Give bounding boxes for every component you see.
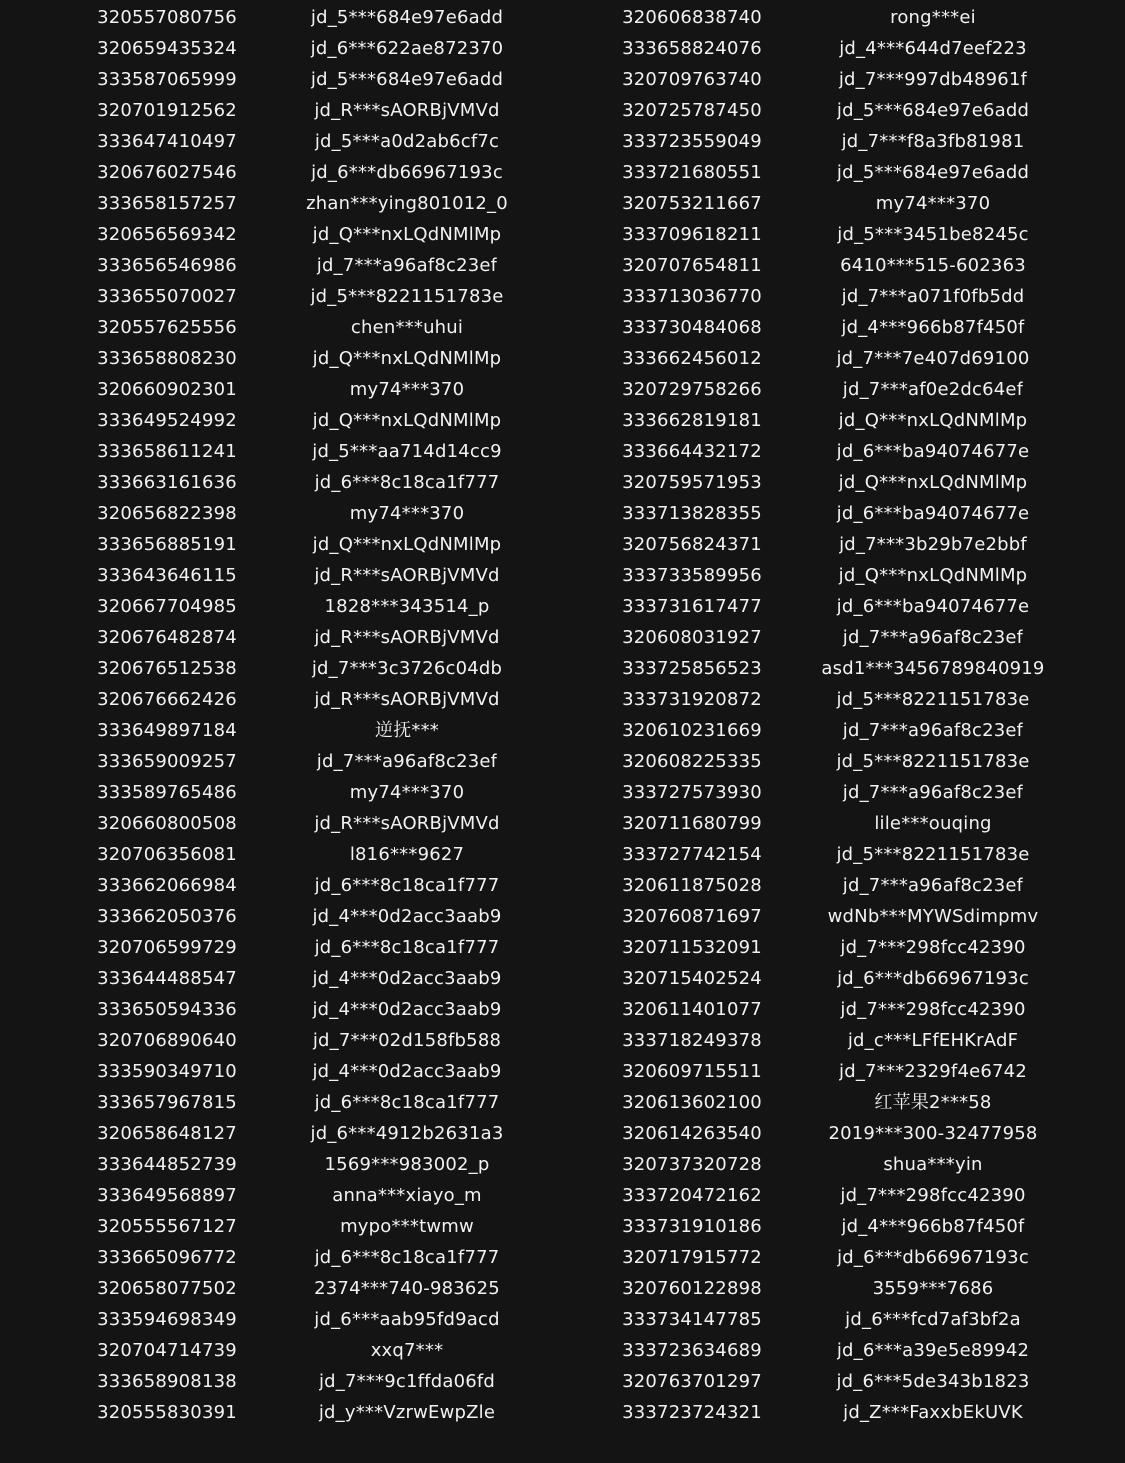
order-id-right-cell: 320729758266	[622, 379, 762, 400]
user-name-right-cell: jd_6***fcd7af3bf2a	[845, 1309, 1021, 1330]
order-id-left-cell: 333643646115	[97, 565, 237, 586]
table-row	[0, 1366, 1125, 1397]
user-name-left-cell: jd_6***4912b2631a3	[310, 1123, 504, 1144]
order-id-right-cell: 333727742154	[622, 844, 762, 865]
user-name-left-cell: jd_Q***nxLQdNMlMp	[312, 410, 502, 431]
user-name-right-cell: jd_7***a96af8c23ef	[842, 720, 1024, 741]
order-id-left-cell: 333656885191	[97, 534, 237, 555]
order-id-left-cell: 333665096772	[97, 1247, 237, 1268]
user-name-left-cell: jd_5***684e97e6add	[310, 69, 504, 90]
user-name-left-cell: jd_4***0d2acc3aab9	[312, 1061, 502, 1082]
table-row	[0, 963, 1125, 994]
user-name-left-cell: jd_R***sAORBjVMVd	[314, 813, 500, 834]
order-id-right-cell: 320715402524	[622, 968, 762, 989]
user-name-left-cell: jd_6***db66967193c	[311, 162, 503, 183]
user-name-left-cell: 1569***983002_p	[324, 1154, 490, 1175]
user-name-left-cell: jd_Q***nxLQdNMlMp	[312, 348, 502, 369]
user-name-left-cell: jd_Q***nxLQdNMlMp	[312, 534, 502, 555]
user-name-right-cell: jd_Z***FaxxbEkUVK	[843, 1402, 1023, 1423]
order-id-left-cell: 333662066984	[97, 875, 237, 896]
user-name-left-cell: jd_5***aa714d14cc9	[312, 441, 502, 462]
user-name-right-cell: jd_7***a96af8c23ef	[842, 627, 1024, 648]
user-name-right-cell: 2019***300-32477958	[828, 1123, 1038, 1144]
user-name-right-cell: jd_4***644d7eef223	[839, 38, 1027, 59]
user-name-right-cell: jd_7***997db48961f	[838, 69, 1028, 90]
order-id-left-cell: 333590349710	[97, 1061, 237, 1082]
order-id-left-cell: 320667704985	[97, 596, 237, 617]
order-id-right-cell: 320610231669	[622, 720, 762, 741]
table-row	[0, 281, 1125, 312]
user-name-left-cell: jd_Q***nxLQdNMlMp	[312, 224, 502, 245]
order-id-right-cell: 333664432172	[622, 441, 762, 462]
user-name-right-cell: jd_c***LFfEHKrAdF	[847, 1030, 1019, 1051]
user-name-left-cell: jd_7***a96af8c23ef	[316, 751, 498, 772]
order-id-right-cell: 320759571953	[622, 472, 762, 493]
user-name-right-cell: jd_7***7e407d69100	[836, 348, 1030, 369]
user-name-right-cell: jd_6***ba94074677e	[836, 441, 1030, 462]
order-id-left-cell: 333649897184	[97, 720, 237, 741]
user-name-left-cell: jd_6***8c18ca1f777	[314, 937, 500, 958]
user-name-left-cell: jd_7***a96af8c23ef	[316, 255, 498, 276]
order-id-left-cell: 333589765486	[97, 782, 237, 803]
table-row	[0, 1087, 1125, 1118]
table-row	[0, 1056, 1125, 1087]
table-row	[0, 1149, 1125, 1180]
user-name-left-cell: my74***370	[349, 379, 465, 400]
table-row	[0, 498, 1125, 529]
table-row	[0, 250, 1125, 281]
user-name-left-cell: jd_7***9c1ffda06fd	[318, 1371, 496, 1392]
order-id-left-cell: 333650594336	[97, 999, 237, 1020]
order-user-table	[0, 2, 1125, 1428]
order-id-right-cell: 320707654811	[622, 255, 762, 276]
order-id-right-cell: 320725787450	[622, 100, 762, 121]
order-id-left-cell: 333594698349	[97, 1309, 237, 1330]
user-name-left-cell: jd_R***sAORBjVMVd	[314, 100, 500, 121]
user-name-right-cell: jd_7***af0e2dc64ef	[842, 379, 1024, 400]
user-name-left-cell: jd_7***02d158fb588	[312, 1030, 502, 1051]
order-id-right-cell: 333720472162	[622, 1185, 762, 1206]
user-name-right-cell: jd_4***966b87f450f	[841, 317, 1025, 338]
user-name-right-cell: jd_6***db66967193c	[837, 1247, 1029, 1268]
order-id-right-cell: 320611401077	[622, 999, 762, 1020]
user-name-left-cell: jd_5***684e97e6add	[310, 7, 504, 28]
order-id-left-cell: 333644488547	[97, 968, 237, 989]
table-row	[0, 1025, 1125, 1056]
order-id-right-cell: 333727573930	[622, 782, 762, 803]
table-row	[0, 684, 1125, 715]
user-name-left-cell: xxq7***	[370, 1340, 444, 1361]
user-name-right-cell: rong***ei	[890, 7, 976, 28]
order-id-right-cell: 320608225335	[622, 751, 762, 772]
order-id-left-cell: 320557080756	[97, 7, 237, 28]
order-id-left-cell: 320701912562	[97, 100, 237, 121]
order-id-right-cell: 333725856523	[622, 658, 762, 679]
user-name-left-cell: jd_4***0d2acc3aab9	[312, 999, 502, 1020]
table-row	[0, 715, 1125, 746]
order-id-right-cell: 333658824076	[622, 38, 762, 59]
order-id-right-cell: 320609715511	[622, 1061, 762, 1082]
order-id-right-cell: 320760871697	[622, 906, 762, 927]
order-id-left-cell: 333649524992	[97, 410, 237, 431]
table-row	[0, 1211, 1125, 1242]
table-row	[0, 1273, 1125, 1304]
user-name-right-cell: shua***yin	[883, 1154, 983, 1175]
table-row	[0, 2, 1125, 33]
user-name-right-cell: 6410***515-602363	[840, 255, 1026, 276]
table-row	[0, 653, 1125, 684]
order-id-left-cell: 320704714739	[97, 1340, 237, 1361]
user-name-left-cell: my74***370	[349, 503, 465, 524]
user-name-right-cell: jd_6***ba94074677e	[836, 503, 1030, 524]
order-id-left-cell: 320706356081	[97, 844, 237, 865]
order-id-right-cell: 333723724321	[622, 1402, 762, 1423]
order-id-left-cell: 333655070027	[97, 286, 237, 307]
table-row	[0, 901, 1125, 932]
user-name-right-cell: jd_Q***nxLQdNMlMp	[838, 410, 1028, 431]
table-row	[0, 343, 1125, 374]
user-name-right-cell: jd_7***a96af8c23ef	[842, 875, 1024, 896]
table-row	[0, 436, 1125, 467]
table-row	[0, 1304, 1125, 1335]
user-name-left-cell: l816***9627	[349, 844, 465, 865]
order-id-right-cell: 320737320728	[622, 1154, 762, 1175]
order-id-left-cell: 320658648127	[97, 1123, 237, 1144]
order-id-right-cell: 320606838740	[622, 7, 762, 28]
user-name-left-cell: jd_y***VzrwEwpZle	[318, 1402, 496, 1423]
table-row	[0, 374, 1125, 405]
user-name-left-cell: jd_7***3c3726c04db	[311, 658, 503, 679]
order-id-left-cell: 320706599729	[97, 937, 237, 958]
table-row	[0, 808, 1125, 839]
user-name-right-cell: jd_6***ba94074677e	[836, 596, 1030, 617]
order-id-right-cell: 320753211667	[622, 193, 762, 214]
user-name-left-cell: jd_6***8c18ca1f777	[314, 1247, 500, 1268]
table-row	[0, 560, 1125, 591]
user-name-left-cell: jd_R***sAORBjVMVd	[314, 565, 500, 586]
user-name-right-cell: jd_4***966b87f450f	[841, 1216, 1025, 1237]
user-name-right-cell: jd_5***8221151783e	[836, 751, 1030, 772]
user-name-left-cell: 2374***740-983625	[314, 1278, 500, 1299]
order-id-right-cell: 320717915772	[622, 1247, 762, 1268]
table-row	[0, 64, 1125, 95]
order-id-left-cell: 333587065999	[97, 69, 237, 90]
user-name-left-cell: jd_4***0d2acc3aab9	[312, 968, 502, 989]
order-id-right-cell: 333733589956	[622, 565, 762, 586]
user-name-right-cell: jd_7***a071f0fb5dd	[841, 286, 1025, 307]
user-name-left-cell: jd_R***sAORBjVMVd	[314, 627, 500, 648]
order-id-right-cell: 320709763740	[622, 69, 762, 90]
table-row	[0, 529, 1125, 560]
table-row	[0, 219, 1125, 250]
user-name-right-cell: jd_5***8221151783e	[836, 689, 1030, 710]
user-name-left-cell: jd_6***aab95fd9acd	[314, 1309, 500, 1330]
table-row	[0, 467, 1125, 498]
order-id-left-cell: 333657967815	[97, 1092, 237, 1113]
order-id-right-cell: 333662456012	[622, 348, 762, 369]
user-name-left-cell: mypo***twmw	[340, 1216, 474, 1237]
user-name-right-cell: lile***ouqing	[874, 813, 992, 834]
user-name-right-cell: jd_5***684e97e6add	[836, 100, 1030, 121]
order-id-right-cell: 333723559049	[622, 131, 762, 152]
order-id-right-cell: 320711532091	[622, 937, 762, 958]
user-name-right-cell: jd_7***298fcc42390	[840, 937, 1026, 958]
table-row	[0, 870, 1125, 901]
order-id-left-cell: 320557625556	[97, 317, 237, 338]
user-name-right-cell: jd_6***5de343b1823	[836, 1371, 1030, 1392]
user-name-left-cell: jd_R***sAORBjVMVd	[314, 689, 500, 710]
order-id-right-cell: 333662819181	[622, 410, 762, 431]
order-id-left-cell: 333663161636	[97, 472, 237, 493]
table-row	[0, 622, 1125, 653]
table-row	[0, 157, 1125, 188]
table-row	[0, 312, 1125, 343]
order-id-right-cell: 333731920872	[622, 689, 762, 710]
user-name-left-cell: jd_5***a0d2ab6cf7c	[314, 131, 500, 152]
order-id-left-cell: 333658611241	[97, 441, 237, 462]
user-name-right-cell: jd_7***f8a3fb81981	[841, 131, 1025, 152]
order-id-right-cell: 320613602100	[622, 1092, 762, 1113]
user-name-left-cell: zhan***ying801012_0	[306, 193, 508, 214]
table-row	[0, 777, 1125, 808]
user-name-left-cell: jd_6***622ae872370	[310, 38, 504, 59]
order-id-left-cell: 333644852739	[97, 1154, 237, 1175]
order-id-left-cell: 333658908138	[97, 1371, 237, 1392]
order-id-right-cell: 333713828355	[622, 503, 762, 524]
user-name-left-cell: jd_6***8c18ca1f777	[314, 1092, 500, 1113]
order-id-right-cell: 333718249378	[622, 1030, 762, 1051]
order-id-left-cell: 320656569342	[97, 224, 237, 245]
order-id-left-cell: 320656822398	[97, 503, 237, 524]
order-id-left-cell: 333649568897	[97, 1185, 237, 1206]
order-id-right-cell: 333709618211	[622, 224, 762, 245]
user-name-right-cell: jd_5***3451be8245c	[837, 224, 1029, 245]
order-id-right-cell: 333734147785	[622, 1309, 762, 1330]
user-name-left-cell: jd_5***8221151783e	[310, 286, 504, 307]
user-name-left-cell: jd_6***8c18ca1f777	[314, 875, 500, 896]
user-name-left-cell: chen***uhui	[350, 317, 464, 338]
table-row	[0, 1242, 1125, 1273]
order-id-left-cell: 320555567127	[97, 1216, 237, 1237]
table-row	[0, 188, 1125, 219]
order-id-left-cell: 320676662426	[97, 689, 237, 710]
table-row	[0, 1335, 1125, 1366]
table-row	[0, 1118, 1125, 1149]
order-id-left-cell: 333647410497	[97, 131, 237, 152]
order-id-left-cell: 333658157257	[97, 193, 237, 214]
user-name-left-cell: jd_4***0d2acc3aab9	[312, 906, 502, 927]
order-id-right-cell: 333731617477	[622, 596, 762, 617]
order-id-left-cell: 320658077502	[97, 1278, 237, 1299]
table-row	[0, 746, 1125, 777]
order-id-left-cell: 333656546986	[97, 255, 237, 276]
order-id-right-cell: 333730484068	[622, 317, 762, 338]
user-name-right-cell: jd_5***684e97e6add	[836, 162, 1030, 183]
user-name-right-cell: jd_Q***nxLQdNMlMp	[838, 565, 1028, 586]
order-id-left-cell: 320659435324	[97, 38, 237, 59]
user-name-right-cell: wdNb***MYWSdimpmv	[827, 906, 1039, 927]
order-id-right-cell: 320711680799	[622, 813, 762, 834]
order-id-right-cell: 320756824371	[622, 534, 762, 555]
order-id-left-cell: 320660800508	[97, 813, 237, 834]
user-name-left-cell: anna***xiayo_m	[332, 1185, 482, 1206]
table-row	[0, 932, 1125, 963]
user-name-left-cell: 1828***343514_p	[324, 596, 490, 617]
table-row	[0, 839, 1125, 870]
user-name-left-cell: jd_6***8c18ca1f777	[314, 472, 500, 493]
order-id-left-cell: 320676027546	[97, 162, 237, 183]
order-id-right-cell: 320608031927	[622, 627, 762, 648]
user-name-right-cell: jd_Q***nxLQdNMlMp	[838, 472, 1028, 493]
user-name-right-cell: asd1***3456789840919	[821, 658, 1045, 679]
user-name-right-cell: jd_7***298fcc42390	[840, 1185, 1026, 1206]
table-row	[0, 126, 1125, 157]
order-id-left-cell: 333658808230	[97, 348, 237, 369]
user-name-right-cell: my74***370	[875, 193, 991, 214]
table-row	[0, 1180, 1125, 1211]
table-row	[0, 1397, 1125, 1428]
order-id-left-cell: 320706890640	[97, 1030, 237, 1051]
user-name-right-cell: jd_7***298fcc42390	[840, 999, 1026, 1020]
order-id-left-cell: 333659009257	[97, 751, 237, 772]
order-id-left-cell: 320555830391	[97, 1402, 237, 1423]
user-name-right-cell: jd_7***2329f4e6742	[839, 1061, 1027, 1082]
user-name-right-cell: jd_6***db66967193c	[837, 968, 1029, 989]
user-name-right-cell: 红苹果2***58	[874, 1092, 992, 1113]
order-id-right-cell: 333723634689	[622, 1340, 762, 1361]
table-row	[0, 591, 1125, 622]
order-id-left-cell: 320676512538	[97, 658, 237, 679]
order-id-right-cell: 320611875028	[622, 875, 762, 896]
user-name-left-cell: 逆抚***	[375, 720, 439, 741]
user-name-right-cell: jd_7***3b29b7e2bbf	[839, 534, 1027, 555]
table-row	[0, 33, 1125, 64]
order-id-right-cell: 333721680551	[622, 162, 762, 183]
table-row	[0, 405, 1125, 436]
user-name-right-cell: jd_5***8221151783e	[836, 844, 1030, 865]
order-id-left-cell: 333662050376	[97, 906, 237, 927]
table-row	[0, 95, 1125, 126]
order-id-right-cell: 320614263540	[622, 1123, 762, 1144]
order-id-right-cell: 320763701297	[622, 1371, 762, 1392]
order-id-left-cell: 320660902301	[97, 379, 237, 400]
user-name-right-cell: 3559***7686	[872, 1278, 994, 1299]
order-id-right-cell: 333731910186	[622, 1216, 762, 1237]
table-row	[0, 994, 1125, 1025]
user-name-left-cell: my74***370	[349, 782, 465, 803]
order-id-right-cell: 320760122898	[622, 1278, 762, 1299]
user-name-right-cell: jd_7***a96af8c23ef	[842, 782, 1024, 803]
order-id-left-cell: 320676482874	[97, 627, 237, 648]
order-id-right-cell: 333713036770	[622, 286, 762, 307]
user-name-right-cell: jd_6***a39e5e89942	[836, 1340, 1030, 1361]
